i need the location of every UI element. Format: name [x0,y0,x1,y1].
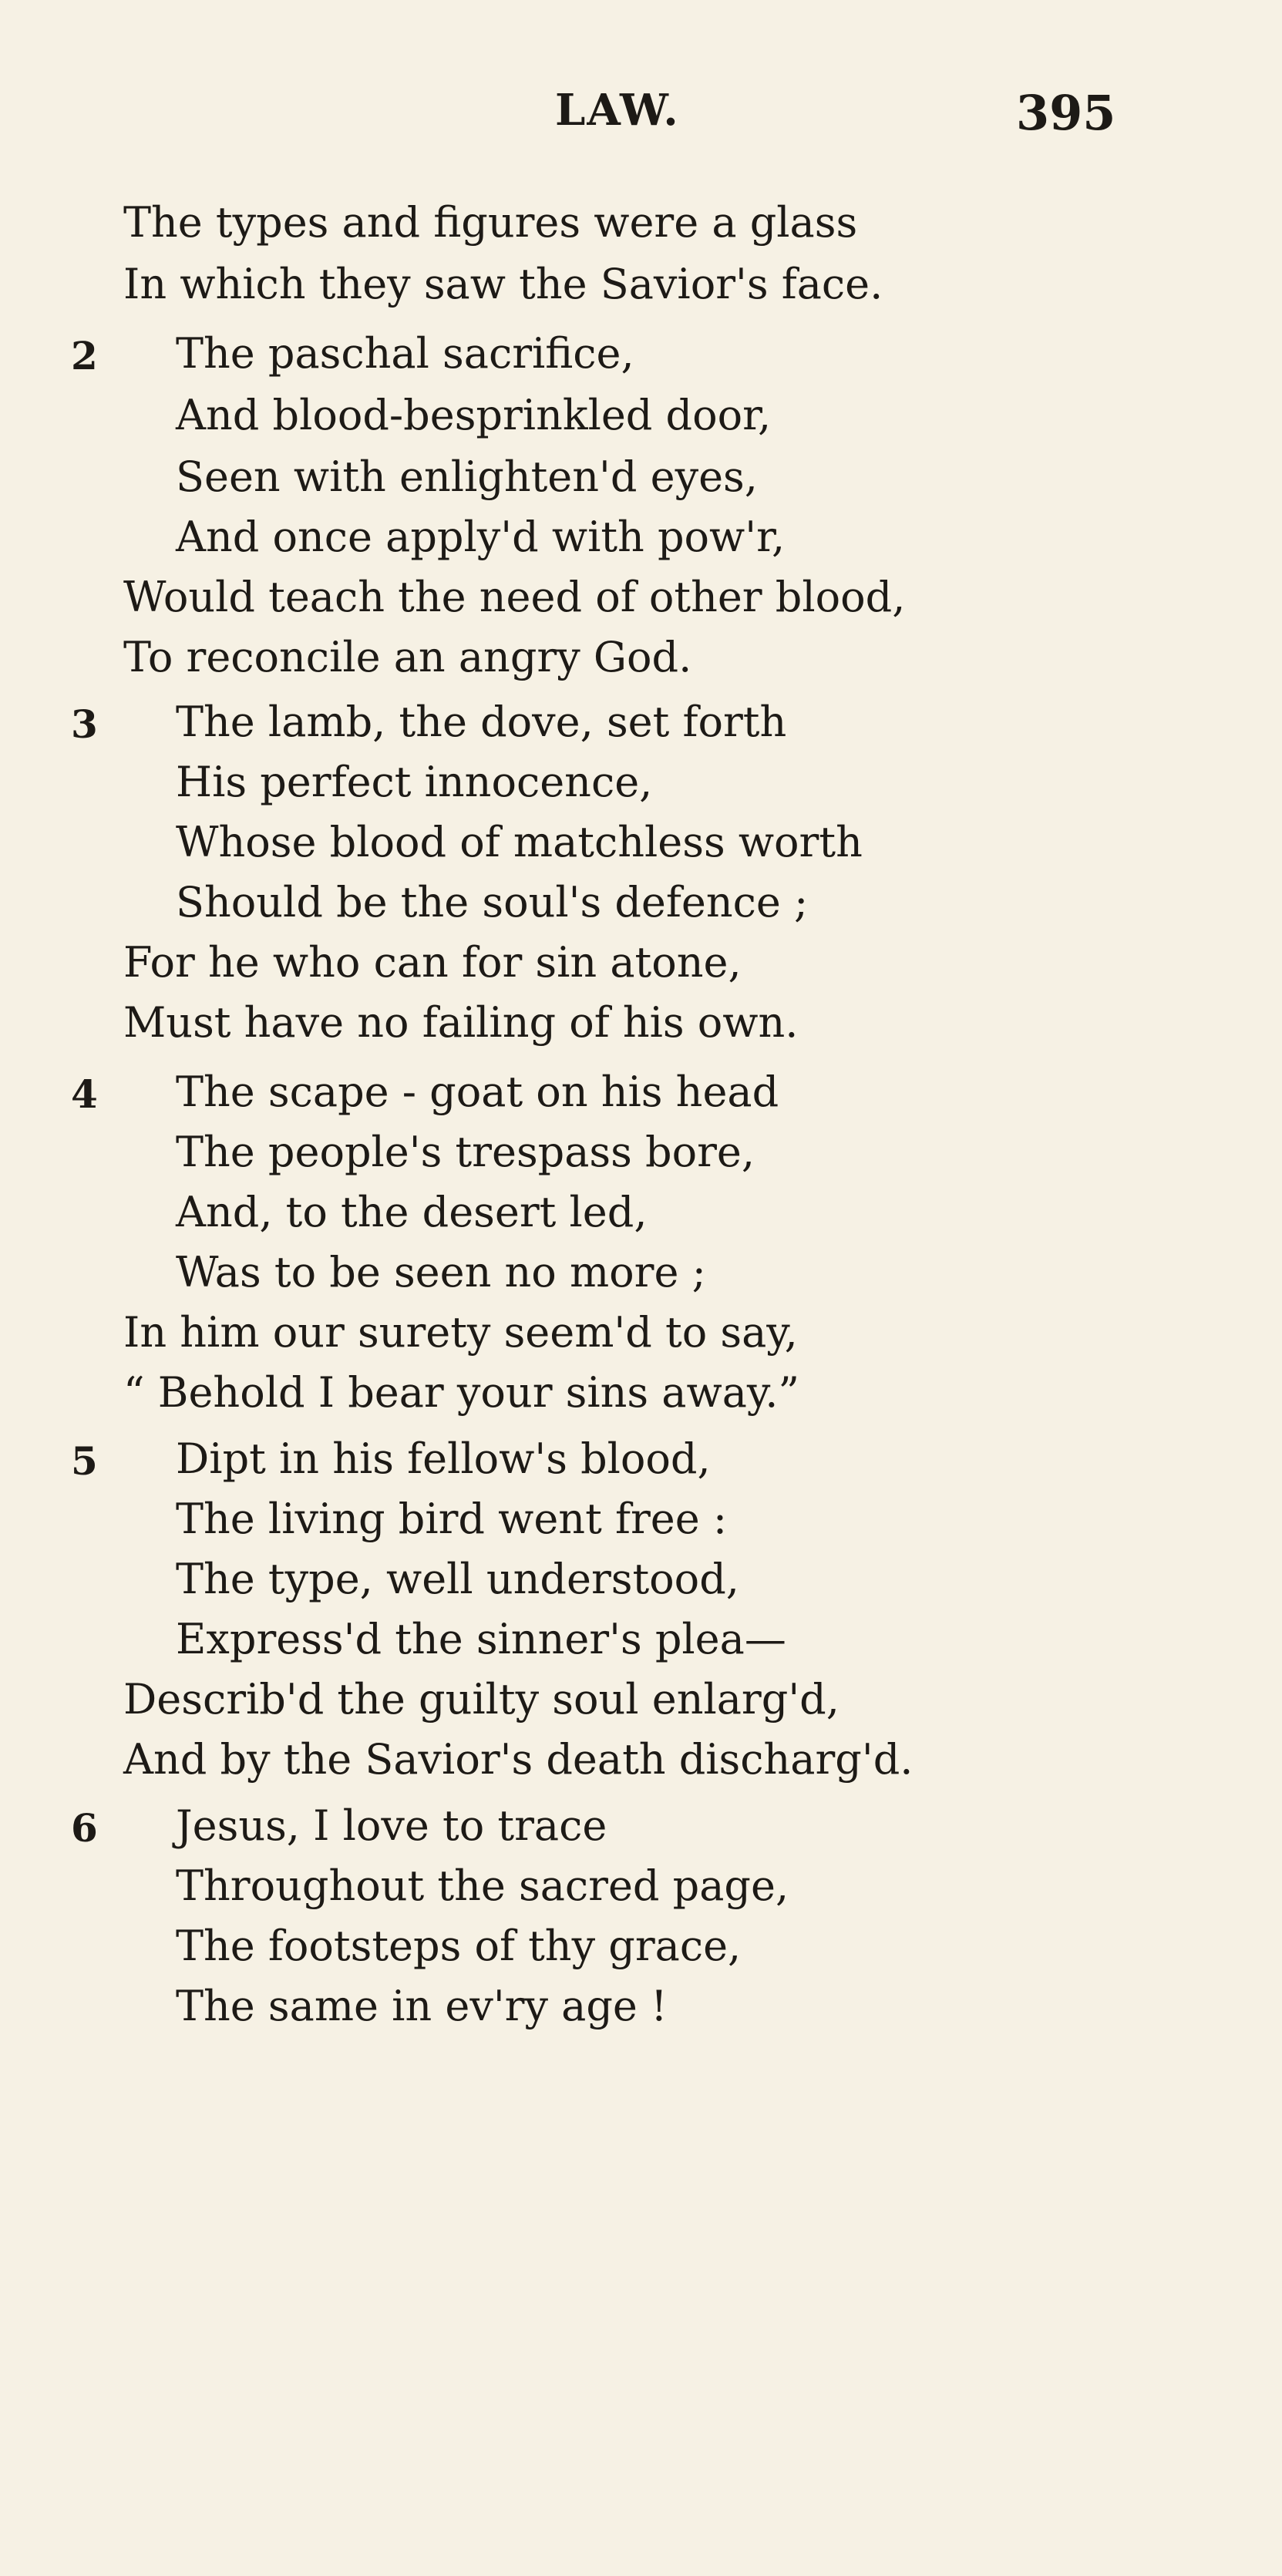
verse-line: And by the Savior's death discharg'd. [123,1735,914,1784]
running-head-title: LAW. [555,85,680,136]
verse-line: The lamb, the dove, set forth [176,698,787,746]
running-head-page-number: 395 [1016,85,1116,141]
verse-line: “ Behold I bear your sins away.” [123,1368,800,1417]
stanza-number: 4 [71,1071,98,1117]
verse-line: Seen with enlighten'd eyes, [176,452,758,501]
stanza-number: 2 [71,333,98,378]
verse-line: Throughout the sacred page, [176,1861,789,1910]
verse-line: Whose blood of matchless worth [176,818,863,866]
verse-line: And once apply'd with pow'r, [176,513,786,561]
verse-line: For he who can for sin atone, [123,938,742,987]
verse-line: In which they saw the Savior's face. [123,260,883,308]
verse-line: Should be the soul's defence ; [176,878,809,926]
verse-line: The living bird went free : [176,1495,728,1543]
verse-line: The type, well understood, [176,1555,739,1603]
verse-line: Jesus, I love to trace [176,1801,607,1850]
stanza-number: 5 [71,1438,98,1484]
running-head [0,85,1282,139]
stanza-number: 6 [71,1805,98,1851]
verse-line: The footsteps of thy grace, [176,1922,742,1970]
verse-line: The paschal sacrifice, [176,329,634,378]
verse-line: The people's trespass bore, [176,1128,755,1176]
verse-line: To reconcile an angry God. [123,633,692,681]
verse-line: Express'd the sinner's plea— [176,1615,786,1663]
verse-line: Was to be seen no more ; [176,1248,706,1296]
verse-line: His perfect innocence, [176,758,653,806]
verse-line: And, to the desert led, [176,1188,648,1236]
verse-line: And blood-besprinkled door, [176,391,772,439]
verse-line: In him our surety seem'd to say, [123,1308,798,1357]
stanza-number: 3 [71,701,98,747]
verse-line: Must have no failing of his own. [123,998,799,1047]
verse-line: The same in ev'ry age ! [176,1982,668,2030]
verse-line: Dipt in his fellow's blood, [176,1434,711,1483]
verse-line: The types and figures were a glass [123,198,858,247]
verse-line: Would teach the need of other blood, [123,573,906,621]
verse-line: Describ'd the guilty soul enlarg'd, [123,1675,840,1723]
verse-line: The scape - goat on his head [176,1068,779,1116]
